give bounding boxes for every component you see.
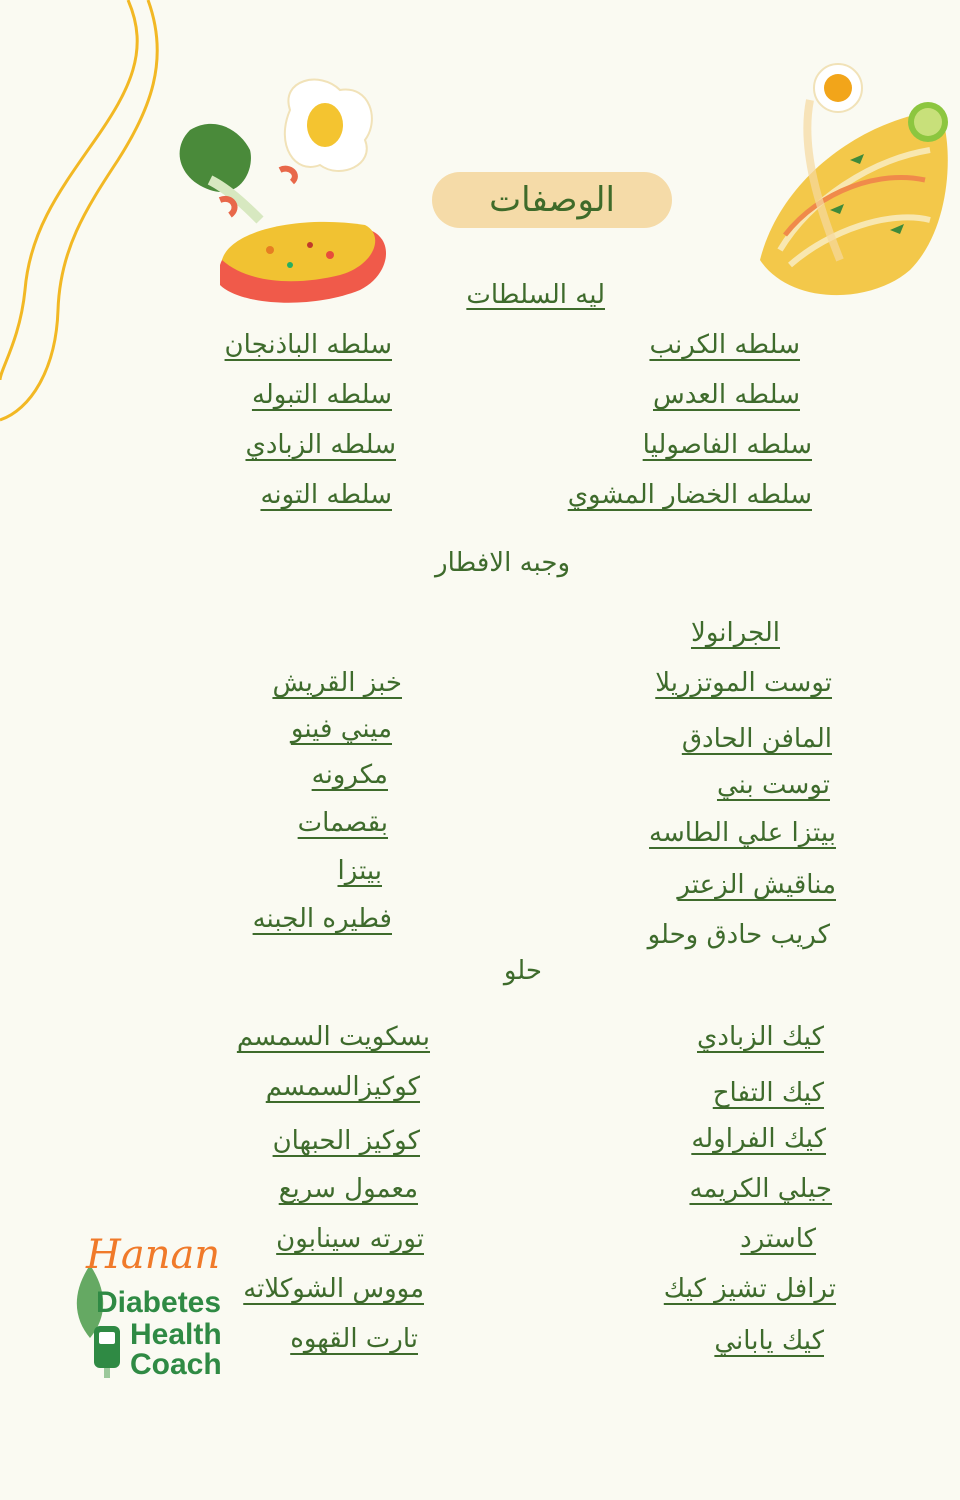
section-heading-salads[interactable]: ليه السلطات bbox=[466, 280, 605, 310]
decorative-curve bbox=[0, 0, 170, 430]
dessert-link[interactable]: كاسترد bbox=[740, 1224, 816, 1254]
dessert-link[interactable]: جيلي الكريمه bbox=[689, 1174, 832, 1204]
dessert-link[interactable]: كيك الزبادي bbox=[697, 1022, 824, 1052]
breakfast-link[interactable]: ميني فينو bbox=[290, 714, 392, 744]
breakfast-link[interactable]: خبز القريش bbox=[272, 668, 402, 698]
dessert-link[interactable]: كوكيزالسمسم bbox=[265, 1072, 420, 1102]
dessert-link[interactable]: كيك ياباني bbox=[714, 1326, 824, 1356]
noodles-illustration bbox=[740, 60, 960, 310]
logo-line-coach: Coach bbox=[130, 1348, 222, 1381]
section-heading-breakfast: وجبه الافطار bbox=[435, 548, 570, 578]
salad-link[interactable]: سلطه الفاصوليا bbox=[642, 430, 812, 460]
salad-link[interactable]: سلطه الزبادي bbox=[245, 430, 396, 460]
breakfast-link[interactable]: الجرانولا bbox=[691, 618, 780, 648]
dessert-link[interactable]: كيك التفاح bbox=[712, 1078, 824, 1108]
breakfast-text: كريب حادق وحلو bbox=[647, 920, 830, 950]
breakfast-link[interactable]: المافن الحادق bbox=[681, 724, 832, 754]
page-title: الوصفات bbox=[432, 172, 672, 228]
dessert-link[interactable]: تارت القهوه bbox=[290, 1324, 418, 1354]
breakfast-link[interactable]: بيتزا bbox=[337, 856, 382, 886]
dessert-link[interactable]: معمول سريع bbox=[278, 1174, 418, 1204]
breakfast-link[interactable]: بيتزا علي الطاسه bbox=[649, 818, 836, 848]
salad-link[interactable]: سلطه الكرنب bbox=[649, 330, 800, 360]
logo-line-health: Health bbox=[130, 1318, 222, 1351]
breakfast-link[interactable]: مناقيش الزعتر bbox=[677, 870, 836, 900]
dessert-link[interactable]: كوكيز الحبهان bbox=[272, 1126, 420, 1156]
dessert-link[interactable]: ترافل تشيز كيك bbox=[663, 1274, 836, 1304]
logo-name: Hanan bbox=[86, 1232, 221, 1278]
salad-link[interactable]: سلطه التبوله bbox=[251, 380, 392, 410]
breakfast-link[interactable]: توست بني bbox=[716, 770, 830, 800]
salad-link[interactable]: سلطه العدس bbox=[653, 380, 800, 410]
salad-link[interactable]: سلطه التونه bbox=[260, 480, 392, 510]
breakfast-link[interactable]: توست الموتزريلا bbox=[655, 668, 832, 698]
salad-link[interactable]: سلطه الخضار المشوي bbox=[567, 480, 812, 510]
dessert-link[interactable]: تورته سينابون bbox=[276, 1224, 424, 1254]
dessert-link[interactable]: مووس الشوكلاته bbox=[243, 1274, 424, 1304]
glucose-meter-icon bbox=[92, 1324, 122, 1378]
breakfast-link[interactable]: مكرونه bbox=[311, 760, 388, 790]
dessert-link[interactable]: كيك الفراوله bbox=[691, 1124, 826, 1154]
breakfast-link[interactable]: فطيره الجبنه bbox=[252, 904, 392, 934]
salad-link[interactable]: سلطه الباذنجان bbox=[224, 330, 392, 360]
omelette-illustration bbox=[160, 70, 400, 310]
brand-logo bbox=[70, 1232, 245, 1382]
logo-line-diabetes: Diabetes bbox=[96, 1286, 222, 1319]
section-heading-desserts: حلو bbox=[503, 956, 542, 986]
dessert-link[interactable]: بسكويت السمسم bbox=[236, 1022, 430, 1052]
breakfast-link[interactable]: بقصمات bbox=[297, 808, 388, 838]
